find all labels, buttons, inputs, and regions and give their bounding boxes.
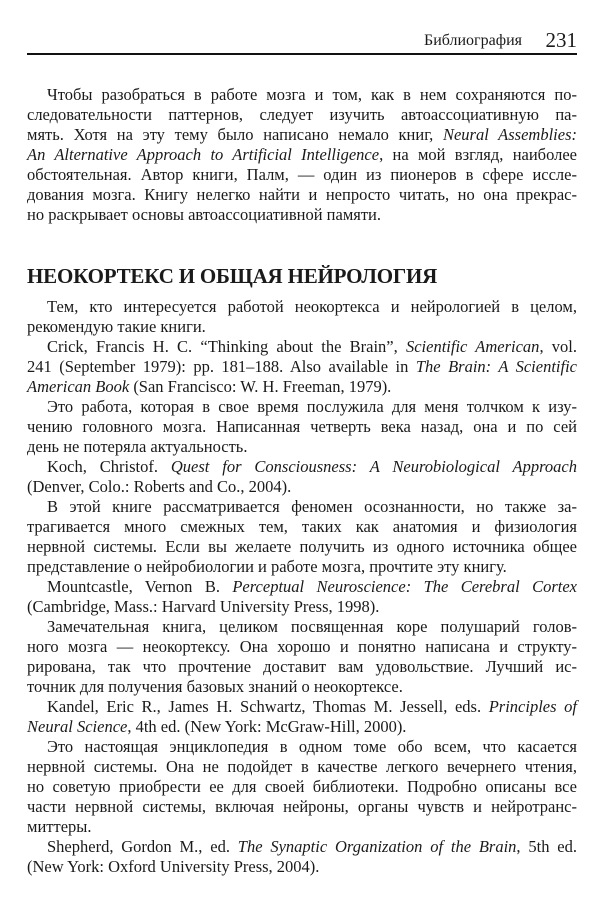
text-segment: мять. Хотя на эту тему было написано немало книг, <box>27 125 443 144</box>
text-segment: точник для получения базовых знаний о неокортексе. <box>27 677 403 696</box>
text-segment: представление о нейробиологии и работе мозга, прочтите эту книгу. <box>27 557 507 576</box>
text-segment: Замечательная книга, целиком посвященная коре полушарий голов- <box>47 617 577 636</box>
text-segment: Это настоящая энциклопедия в одном томе обо всем, что касается <box>47 737 577 756</box>
text-segment: части нервной системы, включая нейроны, органы чувств и нейротранс- <box>27 797 577 816</box>
italic-title: Neural Assemblies: <box>442 125 577 144</box>
text-line <box>27 557 577 577</box>
text-line <box>27 537 577 557</box>
text-line <box>27 497 577 517</box>
text-line <box>27 797 577 817</box>
text-line <box>27 317 577 337</box>
text-line <box>27 577 577 597</box>
text-segment: , vol. <box>539 337 577 356</box>
intro-paragraph <box>27 85 577 225</box>
italic-title: Quest for Consciousness: A Neurobiological Approach <box>170 457 577 476</box>
italic-title: Scientific American <box>405 337 540 356</box>
running-header <box>27 28 577 52</box>
text-line <box>27 837 577 857</box>
italic-title: American Book <box>27 377 130 396</box>
text-segment: , на мой взгляд, наиболее <box>379 145 577 164</box>
text-line <box>27 337 577 357</box>
text-line <box>27 697 577 717</box>
text-segment: Shepherd, Gordon M., ed. <box>47 837 238 856</box>
text-segment: ного мозга — неокортексу. Она хорошо и понятно написана и структу- <box>27 637 577 656</box>
text-line <box>27 85 577 105</box>
text-segment: рекомендую такие книги. <box>27 317 206 336</box>
text-segment: но советую приобрести ее для своей библиотеки. Подробно описаны все <box>27 777 577 796</box>
text-segment: дования мозга. Книгу нелегко найти и непросто читать, но она прекрас- <box>27 185 577 204</box>
text-segment: (San Francisco: W. H. Freeman, 1979). <box>129 377 392 396</box>
text-line <box>27 777 577 797</box>
italic-title: Neural Science <box>27 717 128 736</box>
text-segment: Mountcastle, Vernon B. <box>47 577 233 596</box>
header-rule <box>27 53 577 55</box>
text-segment: , 4th ed. (New York: McGraw-Hill, 2000). <box>127 717 407 736</box>
text-segment: (New York: Oxford University Press, 2004). <box>27 857 320 876</box>
text-segment: обстоятельная. Автор книги, Палм, — один из пионеров в сфере иссле- <box>27 165 577 184</box>
text-segment: В этой книге рассматривается феномен осознанности, но также за- <box>47 497 577 516</box>
text-segment: Crick, Francis H. C. “Thinking about the Brain”, <box>47 337 406 356</box>
text-line <box>27 125 577 145</box>
text-line <box>27 165 577 185</box>
text-segment: Это работа, которая в свое время послужила для меня толчком к изу- <box>47 397 577 416</box>
text-line <box>27 617 577 637</box>
running-header-section: Библиография <box>424 32 522 49</box>
page-number: 231 <box>545 28 577 52</box>
text-segment: , 5th ed. <box>516 837 577 856</box>
text-line <box>27 297 577 317</box>
text-segment: Тем, кто интересуется работой неокортекса и нейрологией в целом, <box>47 297 577 316</box>
text-segment: чению головного мозга. Написанная четверть века назад, она и по сей <box>27 417 577 436</box>
text-line <box>27 717 577 737</box>
section-body <box>27 297 577 877</box>
text-segment: миттеры. <box>27 817 92 836</box>
text-segment: трагивается много смежных тем, таких как анатомия и физиология <box>27 517 577 536</box>
text-segment: 241 (September 1979): pp. 181–188. Also available in <box>27 357 416 376</box>
italic-title: Principles of <box>488 697 578 716</box>
text-segment: Чтобы разобраться в работе мозга и том, как в нем сохраняются по- <box>47 85 577 104</box>
italic-title: Perceptual Neuroscience: The Cerebral Cortex <box>232 577 577 596</box>
text-segment: нервной системы. Если вы желаете получить из одного источника общее <box>27 537 577 556</box>
text-segment: следовательности паттернов, следует изучить автоассоциативную па- <box>27 105 577 124</box>
italic-title: An Alternative Approach to Artificial Intelligence <box>27 145 380 164</box>
text-segment: день не потеряла актуальность. <box>27 437 248 456</box>
text-segment: (Cambridge, Mass.: Harvard University Press, 1998). <box>27 597 380 616</box>
text-segment: Kandel, Eric R., James H. Schwartz, Thomas M. Jessell, eds. <box>47 697 489 716</box>
text-line <box>27 457 577 477</box>
text-line <box>27 817 577 837</box>
text-line <box>27 637 577 657</box>
text-line <box>27 857 577 877</box>
italic-title: The Synaptic Organization of the Brain <box>237 837 517 856</box>
text-line <box>27 477 577 497</box>
text-line <box>27 437 577 457</box>
text-segment: (Denver, Colo.: Roberts and Co., 2004). <box>27 477 292 496</box>
text-line <box>27 677 577 697</box>
text-line <box>27 105 577 125</box>
text-line <box>27 205 577 225</box>
text-line <box>27 357 577 377</box>
text-line <box>27 737 577 757</box>
text-line <box>27 657 577 677</box>
text-segment: но раскрывает основы автоассоциативной памяти. <box>27 205 382 224</box>
text-segment: нервной системы. Она не подойдет в качестве легкого вечернего чтения, <box>27 757 577 776</box>
text-line <box>27 417 577 437</box>
text-line <box>27 397 577 417</box>
text-line <box>27 757 577 777</box>
text-line <box>27 597 577 617</box>
text-segment: рирована, так что прочтение доставит вам удовольствие. Лучший ис- <box>27 657 577 676</box>
italic-title: The Brain: A Scientific <box>415 357 577 376</box>
text-line <box>27 377 577 397</box>
text-line <box>27 517 577 537</box>
text-line <box>27 145 577 165</box>
text-line <box>27 185 577 205</box>
text-segment: Koch, Christof. <box>47 457 171 476</box>
section-heading: НЕОКОРТЕКС И ОБЩАЯ НЕЙРОЛОГИЯ <box>27 264 438 288</box>
